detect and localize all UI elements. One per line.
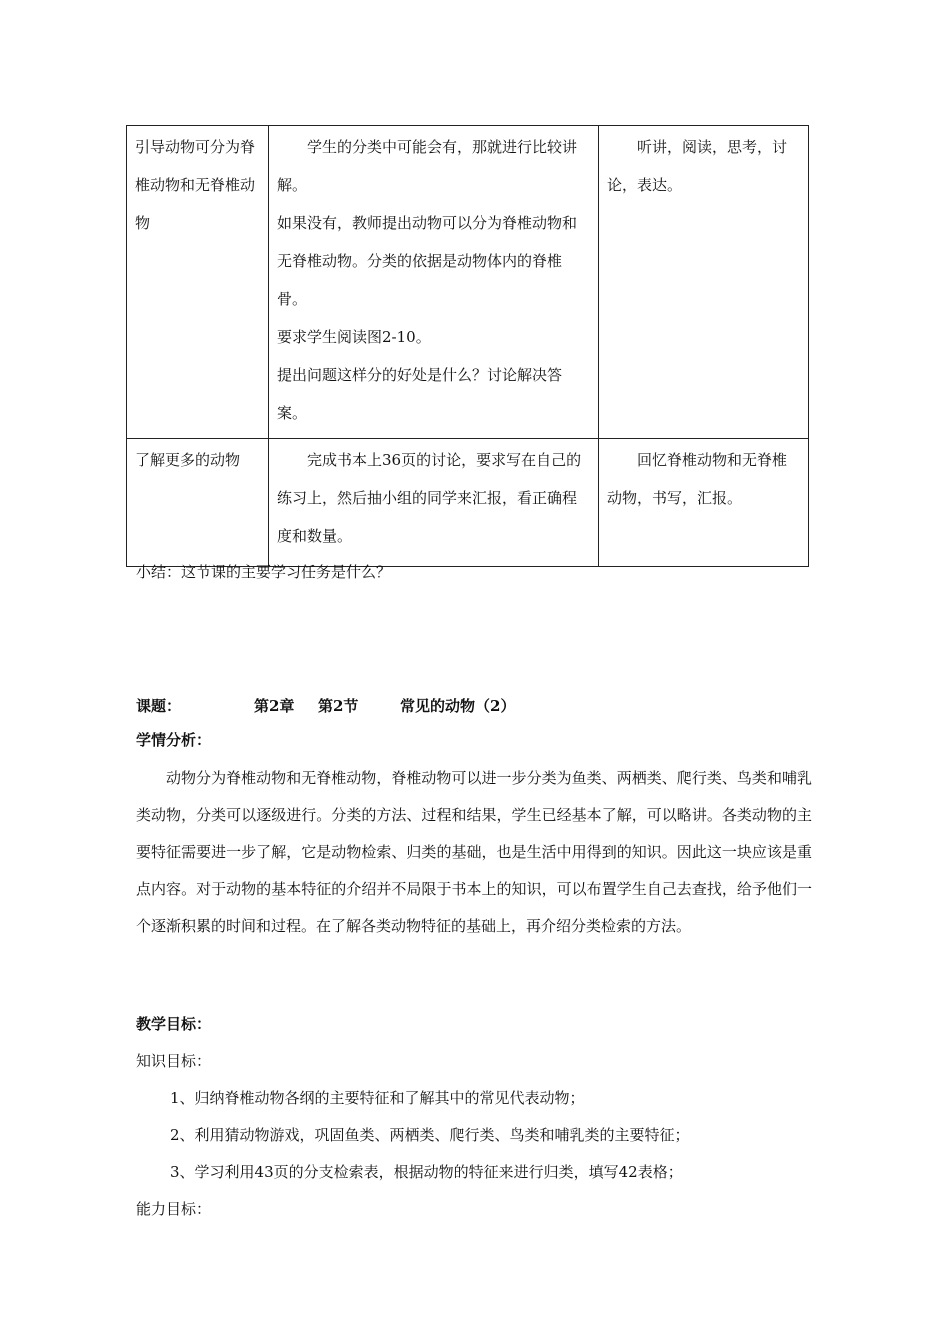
lesson-topic: 常见的动物（2） — [400, 697, 516, 715]
teacher-activity-cell — [269, 439, 599, 567]
student-activity-text: 回忆脊椎动物和无脊椎动物，书写，汇报。 — [607, 451, 788, 507]
student-activity-cell — [599, 439, 809, 567]
analysis-paragraph: 动物分为脊椎动物和无脊椎动物，脊椎动物可以进一步分类为鱼类、两栖类、爬行类、鸟类和哺乳类动物，分类可以逐级进行。分类的方法、过程和结果，学生已经基本了解，可以略讲。各类动物的主要特征需要进一步了解，它是动物检索、归类的基础，也是生活中用得到的知识。因此这一块应该是重点内容。对于动物的基本特征的介绍并不局限于书本上的知识，可以布置学生自己去查找，给予他们一个逐渐积累的时间和过程。在了解各类动物特征的基础上，再介绍分类检索的方法。 — [136, 769, 812, 935]
lesson-section: 第2节 — [318, 697, 359, 715]
student-activity-cell — [599, 126, 809, 439]
teacher-activity-text: 如果没有，教师提出动物可以分为脊椎动物和无脊椎动物。分类的依据是动物体内的脊椎骨。 — [277, 214, 578, 308]
analysis-heading: 学情分析： — [136, 731, 212, 749]
teacher-activity-text: 学生的分类中可能会有，那就进行比较讲解。 — [277, 138, 578, 194]
teacher-activity-text: 完成书本上36页的讨论，要求写在自己的练习上，然后抽小组的同学来汇报，看正确程度和数量。 — [277, 451, 582, 545]
goal-item: 3、学习利用43页的分支检索表，根据动物的特征来进行归类，填写42表格； — [170, 1163, 683, 1181]
student-activity-text: 听讲，阅读，思考，讨论，表达。 — [607, 138, 788, 194]
analysis-section — [136, 728, 812, 945]
goal-item: 2、利用猜动物游戏，巩固鱼类、两栖类、爬行类、鸟类和哺乳类的主要特征； — [170, 1126, 690, 1144]
topic-text: 引导动物可分为脊椎动物和无脊椎动物 — [135, 138, 256, 232]
topic-cell — [127, 439, 269, 567]
table-row — [127, 126, 809, 439]
teacher-activity-text: 要求学生阅读图2-10。 — [277, 328, 431, 346]
goals-heading: 教学目标： — [136, 1015, 212, 1033]
teacher-activity-cell — [269, 126, 599, 439]
goal-item: 1、归纳脊椎动物各纲的主要特征和了解其中的常见代表动物； — [170, 1089, 585, 1107]
teacher-activity-text: 提出问题这样分的好处是什么？讨论解决答案。 — [277, 366, 563, 422]
topic-cell — [127, 126, 269, 439]
lesson-label: 课题： — [136, 697, 182, 715]
ability-goals-label: 能力目标： — [136, 1200, 212, 1218]
table-row — [127, 439, 809, 567]
lesson-chapter: 第2章 — [254, 697, 295, 715]
goals-section — [136, 1006, 812, 1228]
knowledge-goals-label: 知识目标： — [136, 1052, 212, 1070]
lesson-plan-table — [126, 125, 809, 567]
topic-text: 了解更多的动物 — [135, 451, 241, 469]
summary-line: 小结：这节课的主要学习任务是什么？ — [136, 563, 392, 581]
